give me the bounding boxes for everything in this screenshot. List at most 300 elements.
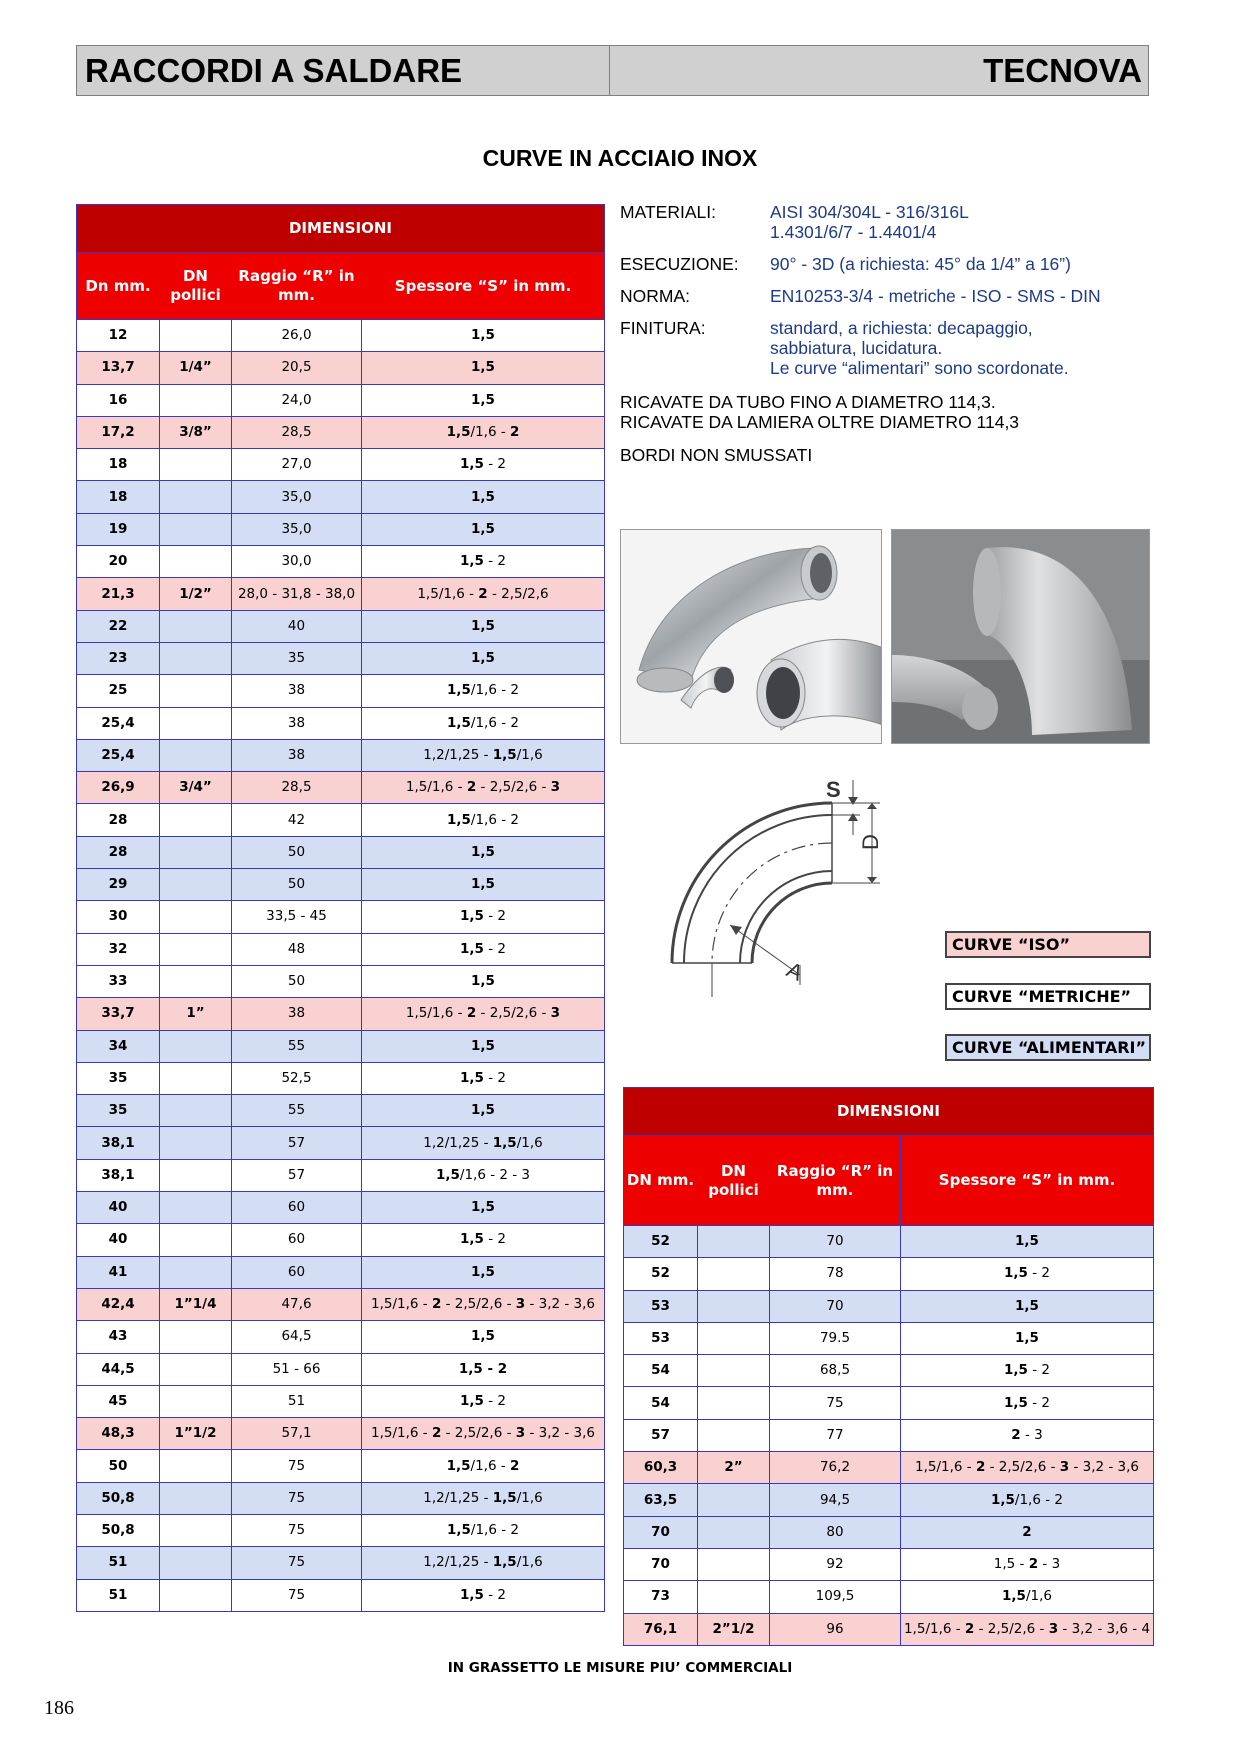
- cell-raggio: 52,5: [232, 1062, 362, 1094]
- header-section-title: RACCORDI A SALDARE: [77, 46, 610, 95]
- cell-dn-mm: 52: [624, 1226, 698, 1258]
- cell-dn-pollici: [160, 1547, 232, 1579]
- cell-dn-mm: 20: [77, 546, 160, 578]
- cell-spessore: 1,5/1,6 - 2 - 2,5/2,6: [362, 578, 605, 610]
- cell-raggio: 28,5: [232, 416, 362, 448]
- cell-dn-pollici: 1”: [160, 998, 232, 1030]
- cell-dn-mm: 40: [77, 1224, 160, 1256]
- cell-dn-pollici: [160, 1256, 232, 1288]
- cell-dn-mm: 48,3: [77, 1418, 160, 1450]
- cell-dn-mm: 21,3: [77, 578, 160, 610]
- cell-dn-pollici: [698, 1226, 770, 1258]
- table-row: [624, 1258, 1154, 1290]
- cell-raggio: 24,0: [232, 384, 362, 416]
- table-row: [77, 1256, 605, 1288]
- cell-spessore: 1,5: [362, 320, 605, 352]
- legend-curve-alimentari: CURVE “ALIMENTARI”: [945, 1034, 1151, 1061]
- cell-dn-mm: 25,4: [77, 739, 160, 771]
- cell-spessore: 1,2/1,25 - 1,5/1,6: [362, 739, 605, 771]
- cell-dn-pollici: 2”: [698, 1452, 770, 1484]
- cell-dn-pollici: 3/4”: [160, 772, 232, 804]
- cell-raggio: 60: [232, 1192, 362, 1224]
- cell-dn-mm: 45: [77, 1385, 160, 1417]
- dimensions-table-right: [623, 1087, 1154, 1646]
- cell-dn-pollici: [160, 804, 232, 836]
- cell-dn-pollici: [160, 513, 232, 545]
- elbow-photo-matte-image: [892, 530, 1150, 744]
- cell-spessore: 1,5: [362, 1321, 605, 1353]
- cell-raggio: 75: [232, 1482, 362, 1514]
- cell-raggio: 76,2: [770, 1452, 901, 1484]
- table-row: [77, 1482, 605, 1514]
- cell-dn-mm: 25: [77, 675, 160, 707]
- cell-dn-pollici: [160, 1385, 232, 1417]
- table-row: [77, 513, 605, 545]
- cell-spessore: 1,5 - 2: [362, 546, 605, 578]
- table-row: [77, 804, 605, 836]
- cell-dn-mm: 35: [77, 1062, 160, 1094]
- cell-raggio: 51: [232, 1385, 362, 1417]
- cell-dn-mm: 12: [77, 320, 160, 352]
- cell-dn-pollici: 3/8”: [160, 416, 232, 448]
- cell-raggio: 38: [232, 998, 362, 1030]
- table-row: [77, 933, 605, 965]
- dimensions-table-left: [76, 204, 605, 1612]
- cell-raggio: 94,5: [770, 1484, 901, 1516]
- table-row: [624, 1613, 1154, 1645]
- cell-dn-pollici: 2”1/2: [698, 1613, 770, 1645]
- legend-curve-metriche: CURVE “METRICHE”: [945, 983, 1151, 1010]
- table-body-left: [77, 320, 605, 1612]
- cell-spessore: 1,5/1,6 - 2: [362, 707, 605, 739]
- cell-dn-pollici: 1”1/2: [160, 1418, 232, 1450]
- cell-dn-mm: 25,4: [77, 707, 160, 739]
- table-row: [77, 707, 605, 739]
- table-row: [77, 965, 605, 997]
- cell-spessore: 1,5: [362, 1256, 605, 1288]
- cell-dn-pollici: [160, 1579, 232, 1611]
- cell-spessore: 1,5/1,6: [901, 1581, 1154, 1613]
- cell-dn-pollici: [698, 1290, 770, 1322]
- spec-value-line: 1.4301/6/7 - 1.4401/4: [770, 222, 937, 242]
- table-row: [77, 320, 605, 352]
- cell-raggio: 50: [232, 965, 362, 997]
- cell-dn-mm: 28: [77, 836, 160, 868]
- cell-spessore: 1,5 - 2: [362, 449, 605, 481]
- table-row: [77, 642, 605, 674]
- cell-dn-pollici: [698, 1484, 770, 1516]
- cell-dn-mm: 33,7: [77, 998, 160, 1030]
- cell-raggio: 57: [232, 1159, 362, 1191]
- cell-dn-pollici: [160, 1127, 232, 1159]
- spec-value-line: standard, a richiesta: decapaggio,: [770, 318, 1033, 338]
- cell-dn-pollici: [160, 1062, 232, 1094]
- cell-spessore: 1,5: [362, 965, 605, 997]
- col-header-dn-mm: Dn mm.: [77, 253, 160, 320]
- cell-raggio: 20,5: [232, 352, 362, 384]
- cell-spessore: 1,5 - 2: [901, 1355, 1154, 1387]
- cell-dn-pollici: [160, 901, 232, 933]
- cell-raggio: 51 - 66: [232, 1353, 362, 1385]
- cell-spessore: 1,5 - 2: [362, 1062, 605, 1094]
- cell-raggio: 40: [232, 610, 362, 642]
- col-header-dn-pollici: DN pollici: [698, 1136, 770, 1226]
- cell-raggio: 30,0: [232, 546, 362, 578]
- table-row: [624, 1226, 1154, 1258]
- cell-dn-pollici: [160, 1192, 232, 1224]
- table-row: [77, 384, 605, 416]
- table-body-right: [624, 1226, 1154, 1646]
- cell-dn-mm: 44,5: [77, 1353, 160, 1385]
- cell-dn-mm: 43: [77, 1321, 160, 1353]
- cell-spessore: 2: [901, 1516, 1154, 1548]
- cell-raggio: 96: [770, 1613, 901, 1645]
- cell-raggio: 70: [770, 1226, 901, 1258]
- cell-dn-mm: 30: [77, 901, 160, 933]
- spec-label: NORMA:: [620, 286, 690, 306]
- cell-raggio: 64,5: [232, 1321, 362, 1353]
- cell-spessore: 1,5: [901, 1226, 1154, 1258]
- drawing-label-a: A: [782, 956, 807, 986]
- cell-dn-mm: 29: [77, 869, 160, 901]
- spec-value: [770, 202, 1150, 242]
- spec-label: MATERIALI:: [620, 202, 716, 222]
- table-row: [624, 1419, 1154, 1451]
- cell-spessore: 1,5: [362, 1095, 605, 1127]
- col-header-raggio: Raggio “R” in mm.: [232, 253, 362, 320]
- legend-curve-iso: CURVE “ISO”: [945, 931, 1151, 958]
- cell-spessore: 1,5: [362, 513, 605, 545]
- cell-dn-mm: 57: [624, 1419, 698, 1451]
- table-row: [77, 772, 605, 804]
- cell-raggio: 50: [232, 836, 362, 868]
- table-row: [624, 1322, 1154, 1354]
- cell-dn-mm: 34: [77, 1030, 160, 1062]
- cell-dn-mm: 63,5: [624, 1484, 698, 1516]
- table-row: [77, 352, 605, 384]
- cell-spessore: 1,5 - 2: [362, 1353, 605, 1385]
- table-row: [624, 1452, 1154, 1484]
- cell-dn-mm: 28: [77, 804, 160, 836]
- cell-dn-mm: 51: [77, 1547, 160, 1579]
- spec-finitura: [620, 318, 1150, 378]
- spec-label: ESECUZIONE:: [620, 254, 739, 274]
- cell-dn-pollici: [160, 1159, 232, 1191]
- cell-raggio: 57: [232, 1127, 362, 1159]
- cell-raggio: 55: [232, 1030, 362, 1062]
- cell-dn-mm: 70: [624, 1548, 698, 1580]
- cell-dn-pollici: [160, 642, 232, 674]
- table-row: [77, 1385, 605, 1417]
- table-row: [77, 869, 605, 901]
- cell-dn-pollici: [160, 1450, 232, 1482]
- table-title: DIMENSIONI: [624, 1088, 1154, 1136]
- note-tubo: [620, 392, 1180, 432]
- cell-spessore: 1,5 - 2: [362, 1385, 605, 1417]
- cell-spessore: 1,2/1,25 - 1,5/1,6: [362, 1127, 605, 1159]
- cell-spessore: 1,2/1,25 - 1,5/1,6: [362, 1482, 605, 1514]
- table-row: [77, 1579, 605, 1611]
- page-number: 186: [44, 1697, 74, 1719]
- note-line: RICAVATE DA TUBO FINO A DIAMETRO 114,3.: [620, 392, 996, 412]
- table-row: [77, 481, 605, 513]
- cell-dn-pollici: [160, 675, 232, 707]
- cell-dn-pollici: [160, 965, 232, 997]
- spec-value: [770, 318, 1150, 378]
- cell-spessore: 1,5 - 2: [362, 1579, 605, 1611]
- cell-raggio: 55: [232, 1095, 362, 1127]
- cell-raggio: 38: [232, 675, 362, 707]
- footer-note: IN GRASSETTO LE MISURE PIU’ COMMERCIALI: [447, 1660, 793, 1676]
- elbow-photo-matte: [891, 529, 1150, 744]
- cell-raggio: 42: [232, 804, 362, 836]
- cell-dn-mm: 18: [77, 449, 160, 481]
- cell-spessore: 1,5 - 2: [362, 933, 605, 965]
- cell-dn-pollici: [160, 1482, 232, 1514]
- cell-raggio: 77: [770, 1419, 901, 1451]
- cell-spessore: 1,5: [901, 1322, 1154, 1354]
- cell-raggio: 35,0: [232, 513, 362, 545]
- cell-dn-pollici: 1/4”: [160, 352, 232, 384]
- table-row: [77, 1192, 605, 1224]
- cell-dn-pollici: [160, 384, 232, 416]
- cell-raggio: 48: [232, 933, 362, 965]
- table-row: [77, 546, 605, 578]
- spec-value: EN10253-3/4 - metriche - ISO - SMS - DIN: [770, 286, 1101, 306]
- cell-raggio: 75: [770, 1387, 901, 1419]
- cell-dn-mm: 76,1: [624, 1613, 698, 1645]
- cell-dn-mm: 41: [77, 1256, 160, 1288]
- cell-raggio: 79.5: [770, 1322, 901, 1354]
- cell-spessore: 1,5/1,6 - 2: [362, 675, 605, 707]
- table-row: [77, 449, 605, 481]
- table-row: [77, 1288, 605, 1320]
- header-brand: TECNOVA: [983, 52, 1142, 89]
- table-row: [77, 1450, 605, 1482]
- col-header-spessore: Spessore “S” in mm.: [362, 253, 605, 320]
- cell-dn-pollici: [160, 1224, 232, 1256]
- cell-dn-pollici: [160, 610, 232, 642]
- col-header-dn-pollici: DN pollici: [160, 253, 232, 320]
- elbow-photo-polished: [620, 529, 882, 744]
- table-row: [77, 998, 605, 1030]
- cell-dn-pollici: [160, 836, 232, 868]
- cell-dn-pollici: [698, 1516, 770, 1548]
- table-row: [77, 675, 605, 707]
- cell-spessore: 1,5 - 2: [901, 1258, 1154, 1290]
- spec-label: FINITURA:: [620, 318, 706, 338]
- table-row: [77, 901, 605, 933]
- cell-dn-mm: 53: [624, 1322, 698, 1354]
- cell-raggio: 47,6: [232, 1288, 362, 1320]
- cell-dn-pollici: [160, 449, 232, 481]
- cell-spessore: 1,5: [901, 1290, 1154, 1322]
- cell-spessore: 1,5: [362, 642, 605, 674]
- cell-dn-pollici: [698, 1387, 770, 1419]
- spec-materiali: [620, 202, 1150, 242]
- note-line: RICAVATE DA LAMIERA OLTRE DIAMETRO 114,3: [620, 412, 1020, 432]
- cell-raggio: 60: [232, 1224, 362, 1256]
- col-header-dn-mm: DN mm.: [624, 1136, 698, 1226]
- table-row: [77, 1547, 605, 1579]
- table-row: [624, 1581, 1154, 1613]
- page-header: [76, 45, 1149, 96]
- cell-dn-pollici: [160, 933, 232, 965]
- table-row: [77, 1062, 605, 1094]
- cell-dn-mm: 54: [624, 1387, 698, 1419]
- cell-spessore: 1,5/1,6 - 2 - 2,5/2,6 - 3 - 3,2 - 3,6: [901, 1452, 1154, 1484]
- cell-dn-pollici: [160, 1095, 232, 1127]
- cell-dn-pollici: [160, 869, 232, 901]
- elbow-photo-polished-image: [621, 530, 882, 744]
- cell-dn-pollici: [698, 1419, 770, 1451]
- cell-raggio: 28,0 - 31,8 - 38,0: [232, 578, 362, 610]
- cell-dn-mm: 50,8: [77, 1482, 160, 1514]
- cell-dn-pollici: [160, 481, 232, 513]
- cell-dn-pollici: 1/2”: [160, 578, 232, 610]
- cell-dn-mm: 38,1: [77, 1159, 160, 1191]
- page-title: CURVE IN ACCIAIO INOX: [482, 145, 758, 171]
- cell-raggio: 35: [232, 642, 362, 674]
- spec-value-line: Le curve “alimentari” sono scordonate.: [770, 358, 1069, 378]
- cell-raggio: 33,5 - 45: [232, 901, 362, 933]
- table-row: [77, 1095, 605, 1127]
- cell-dn-mm: 38,1: [77, 1127, 160, 1159]
- cell-dn-pollici: [698, 1581, 770, 1613]
- cell-dn-mm: 54: [624, 1355, 698, 1387]
- spec-info: [620, 202, 1150, 390]
- cell-dn-mm: 19: [77, 513, 160, 545]
- cell-dn-mm: 51: [77, 1579, 160, 1611]
- cell-raggio: 26,0: [232, 320, 362, 352]
- cell-raggio: 38: [232, 739, 362, 771]
- table-row: [77, 1127, 605, 1159]
- cell-dn-mm: 52: [624, 1258, 698, 1290]
- spec-esecuzione: [620, 254, 1150, 274]
- cell-spessore: 1,5/1,6 - 2: [362, 416, 605, 448]
- cell-dn-pollici: [160, 1030, 232, 1062]
- cell-spessore: 1,5: [362, 352, 605, 384]
- spec-value-line: AISI 304/304L - 316/316L: [770, 202, 969, 222]
- col-header-spessore: Spessore “S” in mm.: [901, 1136, 1154, 1226]
- cell-dn-mm: 18: [77, 481, 160, 513]
- drawing-label-d: D: [858, 834, 883, 850]
- table-row: [77, 1159, 605, 1191]
- table-row: [624, 1516, 1154, 1548]
- cell-dn-mm: 17,2: [77, 416, 160, 448]
- cell-dn-mm: 50,8: [77, 1514, 160, 1546]
- spec-value: 90° - 3D (a richiesta: 45° da 1/4” a 16”): [770, 254, 1071, 274]
- cell-dn-mm: 60,3: [624, 1452, 698, 1484]
- table-row: [77, 1030, 605, 1062]
- cell-dn-mm: 23: [77, 642, 160, 674]
- cell-dn-mm: 13,7: [77, 352, 160, 384]
- cell-dn-mm: 70: [624, 1516, 698, 1548]
- cell-raggio: 75: [232, 1450, 362, 1482]
- cell-dn-mm: 32: [77, 933, 160, 965]
- cell-raggio: 109,5: [770, 1581, 901, 1613]
- cell-raggio: 60: [232, 1256, 362, 1288]
- cell-spessore: 1,5/1,6 - 2 - 2,5/2,6 - 3: [362, 772, 605, 804]
- cell-dn-mm: 33: [77, 965, 160, 997]
- cell-dn-pollici: [698, 1322, 770, 1354]
- cell-raggio: 68,5: [770, 1355, 901, 1387]
- cell-dn-mm: 73: [624, 1581, 698, 1613]
- table-row: [77, 1514, 605, 1546]
- cell-raggio: 92: [770, 1548, 901, 1580]
- cell-dn-pollici: [160, 1321, 232, 1353]
- cell-spessore: 1,5/1,6 - 2: [901, 1484, 1154, 1516]
- col-header-raggio: Raggio “R” in mm.: [770, 1136, 901, 1226]
- cell-dn-pollici: [160, 546, 232, 578]
- cell-spessore: 1,5 - 2: [362, 1224, 605, 1256]
- cell-raggio: 38: [232, 707, 362, 739]
- cell-dn-pollici: [698, 1258, 770, 1290]
- spec-value-line: sabbiatura, lucidatura.: [770, 338, 943, 358]
- table-row: [624, 1484, 1154, 1516]
- cell-raggio: 70: [770, 1290, 901, 1322]
- cell-dn-mm: 16: [77, 384, 160, 416]
- spec-norma: [620, 286, 1150, 306]
- cell-raggio: 28,5: [232, 772, 362, 804]
- cell-spessore: 1,5 - 2: [362, 901, 605, 933]
- table-row: [77, 416, 605, 448]
- elbow-technical-drawing: [650, 775, 890, 1005]
- cell-dn-mm: 35: [77, 1095, 160, 1127]
- cell-dn-pollici: [160, 739, 232, 771]
- cell-spessore: 1,5/1,6 - 2: [362, 1450, 605, 1482]
- table-row: [624, 1548, 1154, 1580]
- cell-spessore: 1,5: [362, 1192, 605, 1224]
- cell-dn-mm: 22: [77, 610, 160, 642]
- cell-spessore: 1,5/1,6 - 2: [362, 1514, 605, 1546]
- cell-raggio: 75: [232, 1514, 362, 1546]
- cell-dn-pollici: [698, 1548, 770, 1580]
- cell-dn-pollici: [160, 1353, 232, 1385]
- cell-spessore: 1,5: [362, 869, 605, 901]
- cell-dn-pollici: [160, 707, 232, 739]
- cell-dn-mm: 50: [77, 1450, 160, 1482]
- table-title: DIMENSIONI: [77, 205, 605, 253]
- cell-dn-mm: 26,9: [77, 772, 160, 804]
- cell-raggio: 57,1: [232, 1418, 362, 1450]
- cell-spessore: 1,5/1,6 - 2 - 3: [362, 1159, 605, 1191]
- cell-spessore: 1,5: [362, 836, 605, 868]
- cell-raggio: 75: [232, 1579, 362, 1611]
- cell-spessore: 1,5/1,6 - 2 - 2,5/2,6 - 3 - 3,2 - 3,6: [362, 1288, 605, 1320]
- table-row: [77, 610, 605, 642]
- cell-raggio: 50: [232, 869, 362, 901]
- table-row: [77, 1353, 605, 1385]
- table-row: [624, 1355, 1154, 1387]
- table-row: [77, 1321, 605, 1353]
- cell-raggio: 80: [770, 1516, 901, 1548]
- cell-dn-pollici: [698, 1355, 770, 1387]
- table-row: [77, 578, 605, 610]
- cell-spessore: 1,5 - 2: [901, 1387, 1154, 1419]
- cell-dn-mm: 42,4: [77, 1288, 160, 1320]
- table-row: [77, 1224, 605, 1256]
- drawing-label-s: S: [826, 777, 841, 802]
- cell-spessore: 1,5: [362, 610, 605, 642]
- cell-dn-mm: 53: [624, 1290, 698, 1322]
- cell-spessore: 1,5/1,6 - 2 - 2,5/2,6 - 3 - 3,2 - 3,6: [362, 1418, 605, 1450]
- cell-spessore: 1,5/1,6 - 2 - 2,5/2,6 - 3 - 3,2 - 3,6 - 4: [901, 1613, 1154, 1645]
- cell-spessore: 1,5: [362, 384, 605, 416]
- table-row: [624, 1387, 1154, 1419]
- cell-spessore: 2 - 3: [901, 1419, 1154, 1451]
- cell-raggio: 27,0: [232, 449, 362, 481]
